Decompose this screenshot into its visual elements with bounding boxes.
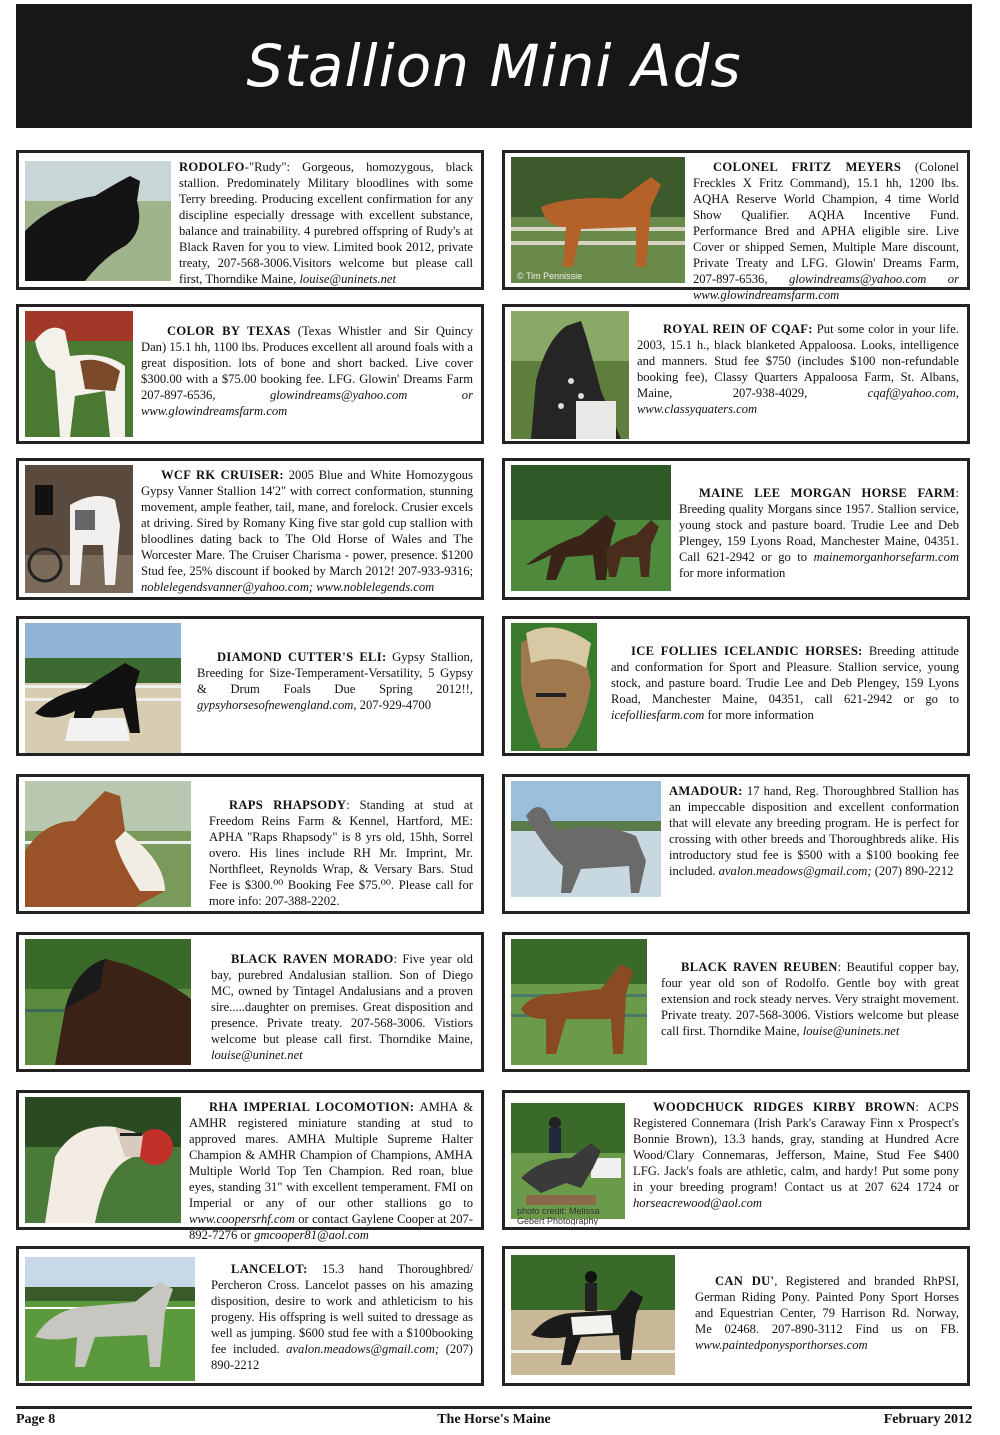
ad-body: 15.3 hand Thoroughbred/ Percheron Cross. Lancelot passes on his amazing disposition, desire to work and athleticism to his progeny. His offspring is well suited to dressage as well as jumping. $600 stud fee with a $100booking fee included. [211,1262,473,1356]
stallion-name: ROYAL REIN OF CQAF: [663,322,813,336]
page-title: Stallion Mini Ads [246,32,742,100]
ad-text [179,157,475,287]
ad-body: (Texas Whistler and Sir Quincy Dan) 15.1 hh, 1100 lbs. Produces excellent all around foals with a great disposition. lots of bone and short backed. Live cover $300.00 with a $75.00 booking fee. LFG. Glowin' Dreams Farm 207-897-6536, [141,324,473,402]
ad-email-secondary[interactable]: gmcooper81@aol.com [254,1228,369,1242]
stallion-name: AMADOUR: [669,784,743,798]
ad-email[interactable]: www.coopersrhf.com [189,1212,295,1226]
ad-email[interactable]: gypsyhorsesofnewengland.com [197,698,354,712]
ad-body: Breeding attitude and conformation for Sport and Pleasure. Stallion service, young stock, and pasture board. Trudie Lee and Deb Plengey, 159 Lyons Road, Manchester Maine, 04351, call 621-2942 or go to [611,644,960,706]
ad-email[interactable]: avalon.meadows@gmail.com; [718,864,872,878]
ad-body: (Colonel Freckles X Fritz Command), 15.1 hh, 1200 lbs. AQHA Reserve World Champion, 4 time World Show Qualifier. AQHA Incentive Fund. Performance Bred and APHA eligible sire. Live Cover or shipped Semen, Multiple Mare discount, Private Treaty and LFG. Glowin' Dreams Farm, 207-897-6536, [693,160,959,286]
page-header [16,4,972,128]
ad-email[interactable]: horseacrewood@aol.com [633,1196,762,1210]
ad-lancelot [16,1246,484,1386]
ad-body-mid: or contact Gaylene Cooper at 207-892-7276 or [189,1212,473,1242]
ad-text [637,311,961,417]
grey-thoroughbred-photo [511,781,661,897]
ad-text [211,1253,475,1373]
ad-text [693,157,961,303]
ad-body: 2005 Blue and White Homozygous Gypsy Vanner Stallion 14'2" with correct conformation, stunning movement, ample feather, tail, mane, and forelock. Crusier excels at driving. Sired by Romany King five star gold cup stallion with bloodlines dating back to The Old Horse of Wales and The Worcester Mare. The Cruiser Charisma - power, presence. $1200 Stud fee, 25% discount if booked by March 2012! 207-933-9316; [141,468,473,578]
ad-email[interactable]: cqaf@yahoo.com, www.classyquaters.com [637,386,959,416]
footer-divider [16,1406,972,1409]
publication-name: The Horse's Maine [437,1412,551,1427]
ad-body: 17 hand, Reg. Thoroughbred Stallion has an impeccable disposition and excellent conformation that will elevate any breeding program. He is perfect for crossing with other breeds and Thoroughbreds alike. His introductory stud fee is $500 with a $100 booking fee included. [669,784,959,878]
ad-email[interactable]: louise@uninets.net [802,1024,900,1038]
stallion-name: COLONEL FRITZ MEYERS [713,160,902,174]
ad-body: : Beautiful copper bay, four year old son of Rodolfo. Gentle boy with great extension and rock steady nerves. Very straight movement. Private treaty. 207-568-3006. Vistiors welcome but please call first. Thorndike Maine, [661,960,959,1038]
photo-credit: © Tim Pennissie [517,271,583,281]
appaloosa-horse-photo [511,311,629,439]
chestnut-horse-photo [511,157,685,283]
ad-body: : Breeding quality Morgans since 1957. Stallion service, young stock and pasture board. Trudie Lee and Deb Plengey, 159 Lyons Road, Manchester Maine, 04351. Call 621-2942 or go to [679,486,959,564]
ad-body-end: , 207-929-4700 [353,698,432,712]
ad-text [141,311,475,419]
andalusian-bay-photo [25,939,191,1065]
ad-wcf-rk-cruiser [16,458,484,600]
ad-email[interactable]: glowindreams@yahoo.com or www.glowindreamsfarm.com [693,272,959,302]
ad-text [669,781,961,879]
morgan-horses-photo [511,465,671,591]
ad-body: : Five year old bay, purebred Andalusian stallion. Son of Diego MC, owned by Tintagel Andalusians and a proven sire.....daughter on premises. Great disposition and presence. Private treaty. 207-568-3006. Vistiors welcome but please call first. Thorndike Maine, [211,952,473,1046]
ad-body: -"Rudy": Gorgeous, homozygous, black stallion. Predominately Military bloodlines with some Terry breeding. Producing excellent confirmation for any discipline especially dressage with excellent substance, balance and trainability. 4 purebred offspring of Rudy's at Black Raven for you to view. Limited book 2012, private treaty, 207-568-3006.Visitors welcome but please call first, Thorndike Maine, [179,160,473,286]
ad-body: : ACPS Registered Connemara (Irish Park's Caraway Finn x Prospect's Bonnie Brown), 13.3 hands, gray, standing at Hundred Acre Wood/Clary Connemaras, Jefferson, Maine, Stud Fee $400 LFG. Jack's foals are athletic, calm, and hardy! Put some pony in your breeding program! Contact us at 207 624 1724 or [633,1100,959,1194]
stallion-name: RHA IMPERIAL LOCOMOTION: [209,1100,415,1114]
ad-body: , Registered and branded RhPSI, German Riding Pony. Painted Pony Sport Horses and Equestrian Center, 79 Harrison Rd. Norway, Me 02468. 207-890-3112 Find us on FB. [695,1274,959,1336]
ad-diamond-cutters-eli [16,616,484,756]
ad-royal-rein-of-cqaf [502,304,970,444]
stallion-name: CAN DU' [715,1274,775,1288]
ad-email[interactable]: www.paintedponysporthorses.com [695,1338,868,1352]
icelandic-horse-photo [511,623,597,751]
ad-email[interactable]: glowindreams@yahoo.com or www.glowindreamsfarm.com [141,388,473,418]
ad-text [679,465,961,581]
ad-black-raven-reuben [502,932,970,1072]
ad-email[interactable]: louise@uninet.net [211,1048,303,1062]
issue-date: February 2012 [883,1412,972,1427]
page-footer [16,1412,972,1430]
stallion-name: DIAMOND CUTTER'S ELI: [217,650,387,664]
ad-body-end: for more information [704,708,814,722]
ad-email[interactable]: avalon.meadows@gmail.com; [286,1342,440,1356]
miniature-horse-photo [25,1097,181,1223]
sorrel-overo-photo [25,781,191,907]
ad-woodchuck-ridges-kirby-brown [502,1090,970,1230]
ad-text [209,781,475,909]
ad-body: Put some color in your life. 2003, 15.1 h., black blanketed Appaloosa. Looks, intelligence and manners. Stud fee $750 (includes $100 non-refundable booking fee), Classy Quarters Appaloosa Farm, St. Albans, Maine, 207-938-4029, [637,322,959,400]
stallion-name: BLACK RAVEN MORADO [231,952,394,966]
ad-raps-rhapsody [16,774,484,914]
ad-text [189,1097,475,1243]
ad-body-end: (207) 890-2212 [211,1342,473,1372]
ad-ice-follies-icelandic-horses [502,616,970,756]
ad-email[interactable]: icefolliesfarm.com [611,708,705,722]
carriage-horse-photo [25,465,133,593]
ad-email[interactable]: louise@uninets.net [299,272,397,286]
ad-can-du [502,1246,970,1386]
ad-text [197,623,475,713]
ad-text [695,1253,961,1353]
ad-body: Gypsy Stallion, Breeding for Size-Temperament-Versatility, 5 Gypsy & Drum Foals Due Spring 2012!!, [197,650,473,696]
page-number: Page 8 [16,1412,56,1427]
ad-text [211,939,475,1063]
ad-email[interactable]: noblelegendsvanner@yahoo.com; www.noblelegends.com [141,580,435,594]
ad-text [141,465,475,595]
ad-rha-imperial-locomotion [16,1090,484,1242]
ad-amadour [502,774,970,914]
ad-text [633,1097,961,1211]
ad-rodolfo [16,150,484,290]
ad-text [661,939,961,1039]
ad-maine-lee-morgan-horse-farm [502,458,970,600]
ad-email[interactable]: mainemorganhorsefarm.com [813,550,959,564]
paint-horse-photo [25,311,133,437]
ad-body: : Standing at stud at Freedom Reins Farm & Kennel, Hartford, ME: APHA "Raps Rhapsody" is 8 yrs old, 15hh, Sorrel overo. His lines include RH Mr. Imprint, Mr. Northfleet, Reynolds Wrap, & Versary Bars. Stud Fee is $300.⁰⁰ Booking Fee $75.⁰⁰. Please call for more info: 207-388-2202. [209,798,473,908]
gypsy-stallion-photo [25,623,181,753]
copper-bay-photo [511,939,647,1065]
ad-colonel-fritz-meyers [502,150,970,302]
stallion-name: RAPS RHAPSODY [229,798,347,812]
black-horse-head-photo [25,161,171,281]
stallion-name: ICE FOLLIES ICELANDIC HORSES: [631,644,863,658]
ad-text [611,623,961,723]
ad-body: AMHA & AMHR registered miniature standing at stud to approved mares. AMHA Multiple Supreme Halter Champion & AMHR Champion of Champions, AMHA Multiple World Top Ten Champion. Red roan, blue eyes, standing 31" with excellent temperament. FMI on Imperial or any of our other stallions go to [189,1100,473,1210]
ad-body-end: for more information [679,566,786,580]
stallion-name: MAINE LEE MORGAN HORSE FARM [699,486,956,500]
jumping-pony-photo [511,1097,625,1225]
photo-credit: photo credit: Melissa Gebert Photography [517,1206,600,1225]
ad-color-by-texas [16,304,484,444]
stallion-name: WCF RK CRUISER: [161,468,284,482]
stallion-name: COLOR BY TEXAS [167,324,291,338]
grey-cross-photo [25,1257,195,1381]
stallion-name: LANCELOT: [231,1262,308,1276]
stallion-name: BLACK RAVEN REUBEN [681,960,838,974]
stallion-name: RODOLFO [179,160,245,174]
ad-black-raven-morado [16,932,484,1072]
riding-pony-photo [511,1255,675,1375]
ad-body-end: (207) 890-2212 [871,864,954,878]
stallion-name: WOODCHUCK RIDGES KIRBY BROWN [653,1100,916,1114]
